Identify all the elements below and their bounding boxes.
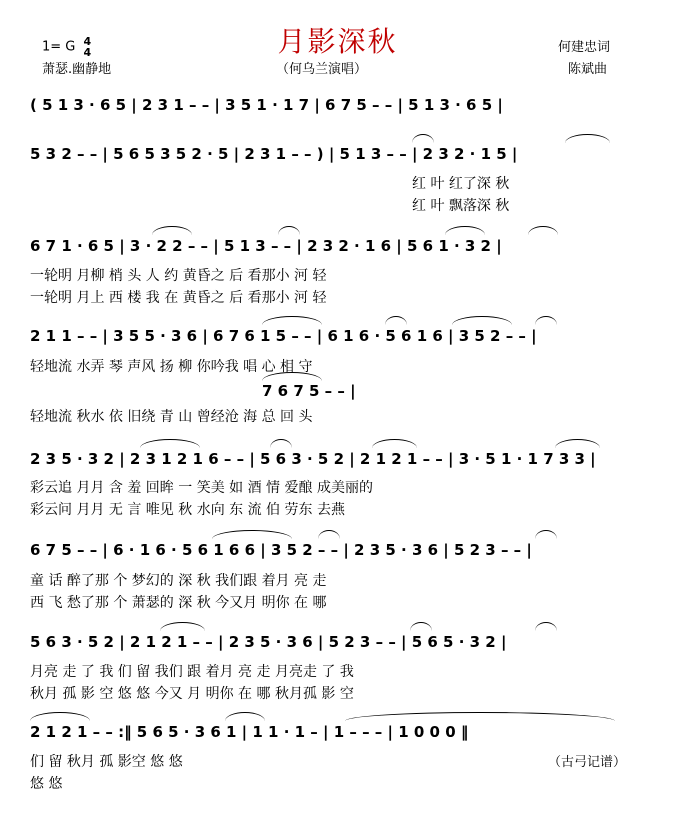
slur-mark bbox=[152, 226, 192, 235]
lyricist: 何建忠词 bbox=[558, 40, 611, 55]
notation-line-8: 2 1 2 1 – – :‖ 5 6 5 · 3 6 1 | 1 1 · 1 – | 1 – – – | 1 0 0 0 ‖ bbox=[30, 723, 469, 741]
lyric-line-4b: 轻地流 秋水 依 旧绕 青 山 曾经沧 海 总 回 头 bbox=[30, 409, 313, 425]
slur-mark bbox=[318, 530, 340, 539]
lyric-line-7b: 秋月 孤 影 空 悠 悠 今又 月 明你 在 哪 秋月孤 影 空 bbox=[30, 686, 354, 702]
lyric-line-6b: 西 飞 愁了那 个 萧瑟的 深 秋 今又月 明你 在 哪 bbox=[30, 595, 327, 611]
slur-mark bbox=[445, 226, 485, 235]
slur-mark bbox=[535, 530, 557, 539]
notation-line-1: ( 5 1 3 · 6 5 | 2 3 1 – – | 3 5 1 · 1 7 | 6 7 5 – – | 5 1 3 · 6 5 | bbox=[30, 96, 503, 114]
slur-mark bbox=[535, 622, 557, 631]
slur-mark bbox=[452, 316, 512, 325]
lyric-line-8a: 们 留 秋月 孤 影空 悠 悠 bbox=[30, 754, 183, 770]
transcriber-credit: （古弓记谱） bbox=[548, 755, 627, 770]
lyric-line-8b: 悠 悠 bbox=[30, 776, 63, 792]
composer: 陈斌曲 bbox=[568, 62, 608, 77]
lyric-line-4a: 轻地流 水弄 琴 声风 扬 柳 你吟我 唱 心 相 守 bbox=[30, 359, 313, 375]
notation-line-4-alt: 7 6 7 5 – – | bbox=[262, 382, 356, 400]
lyric-line-3a: 一轮明 月柳 梢 头 人 约 黄昏之 后 看那小 河 轻 bbox=[30, 268, 327, 284]
notation-line-3: 6 7 1 · 6 5 | 3 · 2 2 – – | 5 1 3 – – | 2 3 2 · 1 6 | 5 6 1 · 3 2 | bbox=[30, 237, 502, 255]
lyric-line-5a: 彩云追 月月 含 羞 回眸 一 笑美 如 酒 情 爱酿 成美丽的 bbox=[30, 480, 373, 496]
slur-mark bbox=[528, 226, 558, 235]
slur-mark bbox=[372, 439, 417, 448]
notation-line-4: 2 1 1 – – | 3 5 5 · 3 6 | 6 7 6 1 5 – – | 6 1 6 · 5 6 1 6 | 3 5 2 – – | bbox=[30, 327, 537, 345]
slur-mark bbox=[270, 439, 292, 448]
slur-mark bbox=[565, 134, 610, 143]
lyric-line-7a: 月亮 走 了 我 们 留 我们 跟 着月 亮 走 月亮走 了 我 bbox=[30, 664, 354, 680]
lyric-line-6a: 童 话 醉了那 个 梦幻的 深 秋 我们跟 着月 亮 走 bbox=[30, 573, 327, 589]
lyric-line-5b: 彩云问 月月 无 言 唯见 秋 水向 东 流 伯 劳东 去燕 bbox=[30, 502, 345, 518]
slur-mark bbox=[160, 622, 205, 631]
slur-mark bbox=[555, 439, 600, 448]
slur-mark bbox=[30, 712, 90, 721]
slur-mark bbox=[385, 316, 407, 325]
tie-mark bbox=[345, 712, 615, 721]
slur-mark bbox=[140, 439, 200, 448]
slur-mark bbox=[278, 226, 300, 235]
time-bottom: 4 bbox=[83, 46, 92, 59]
slur-mark bbox=[262, 316, 322, 325]
mood-marking: 萧瑟.幽静地 bbox=[42, 62, 112, 77]
song-title: 月影深秋 bbox=[277, 25, 398, 58]
slur-mark bbox=[212, 530, 292, 539]
notation-line-6: 6 7 5 – – | 6 · 1 6 · 5 6 1 6 6 | 3 5 2 – – | 2 3 5 · 3 6 | 5 2 3 – – | bbox=[30, 541, 532, 559]
notation-line-7: 5 6 3 · 5 2 | 2 1 2 1 – – | 2 3 5 · 3 6 | 5 2 3 – – | 5 6 5 · 3 2 | bbox=[30, 633, 507, 651]
slur-mark bbox=[535, 316, 557, 325]
key-signature bbox=[42, 36, 91, 58]
performer: （何乌兰演唱） bbox=[276, 62, 368, 77]
lyric-line-2a: 红 叶 红了深 秋 bbox=[412, 176, 510, 192]
time-top: 4 bbox=[83, 35, 92, 48]
key-label: 1= G bbox=[42, 39, 76, 55]
notation-line-5: 2 3 5 · 3 2 | 2 3 1 2 1 6 – – | 5 6 3 · 5 2 | 2 1 2 1 – – | 3 · 5 1 · 1 7 3 3 | bbox=[30, 450, 596, 468]
lyric-line-2b: 红 叶 飘落深 秋 bbox=[412, 198, 510, 214]
notation-line-2: 5 3 2 – – | 5 6 5 3 5 2 · 5 | 2 3 1 – – ) | 5 1 3 – – | 2 3 2 · 1 5 | bbox=[30, 145, 518, 163]
slur-mark bbox=[412, 134, 434, 143]
slur-mark bbox=[225, 712, 265, 721]
time-signature bbox=[84, 36, 92, 58]
slur-mark bbox=[262, 372, 322, 381]
slur-mark bbox=[410, 622, 432, 631]
lyric-line-3b: 一轮明 月上 西 楼 我 在 黄昏之 后 看那小 河 轻 bbox=[30, 290, 327, 306]
